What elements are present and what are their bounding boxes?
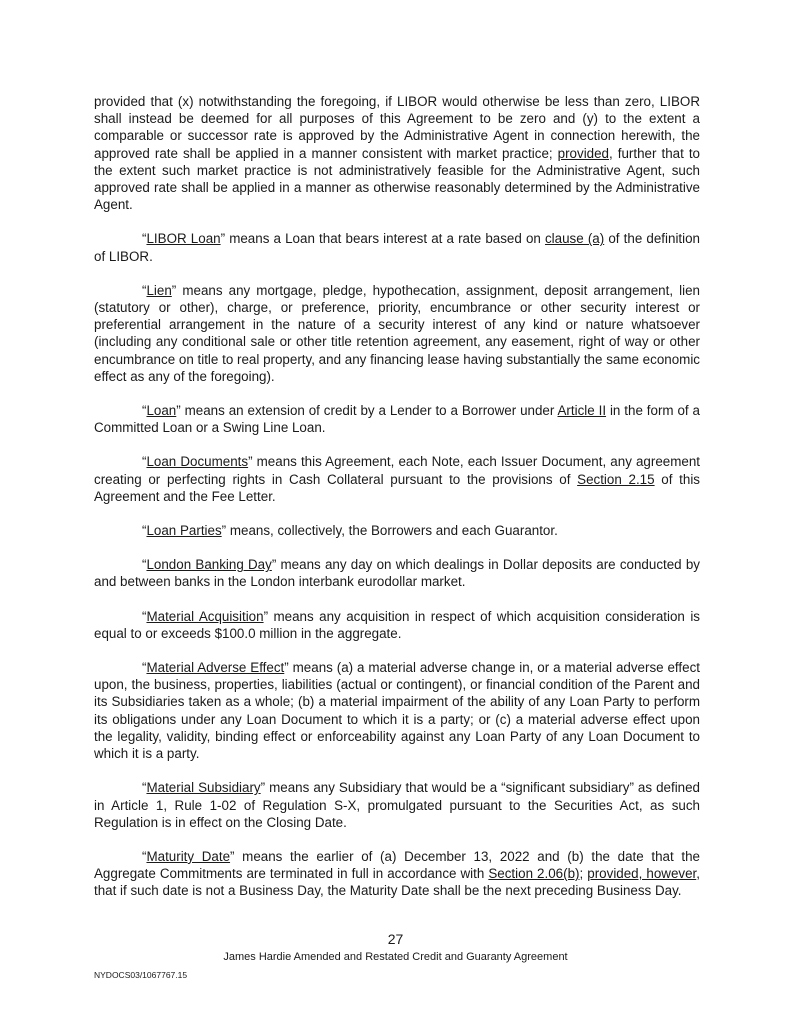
defined-term: Lien xyxy=(146,282,172,298)
text-run: “ xyxy=(142,454,147,470)
defined-term: Material Subsidiary xyxy=(146,780,261,796)
footer-title: James Hardie Amended and Restated Credit and Guaranty Agreement xyxy=(223,951,568,963)
text-run: “ xyxy=(142,231,147,247)
defined-term: clause (a) xyxy=(544,231,605,247)
text-run: of this Agreement and the Fee Letter. xyxy=(94,471,700,504)
text-run: , further that to the extent such market practice is not administratively feasible for the Administrative Agent, such approved rate shall be applied in a manner as otherwise reasonably determined by the Administrative Agent. xyxy=(94,145,700,213)
text-run: ” means a Loan that bears interest at a rate based on xyxy=(220,231,545,247)
paragraph xyxy=(94,230,700,264)
defined-term: provided, however xyxy=(587,866,697,882)
text-run: , that if such date is not a Business Day, the Maturity Date shall be the next preceding Business Day. xyxy=(94,866,700,899)
defined-term: Article II xyxy=(557,403,607,419)
paragraph xyxy=(94,608,700,642)
text-run: in the form of a Committed Loan or a Swing Line Loan. xyxy=(94,403,700,436)
text-run: “ xyxy=(142,608,147,624)
text-run: “ xyxy=(142,780,147,796)
page-number: 27 xyxy=(387,931,404,947)
paragraph xyxy=(94,402,700,436)
text-run: ” means any day on which dealings in Dollar deposits are conducted by and between banks in the London interbank eurodollar market. xyxy=(94,557,700,590)
text-run: “ xyxy=(142,282,147,298)
paragraph xyxy=(94,453,700,505)
document-body xyxy=(94,93,700,917)
text-run: ” means any acquisition in respect of which acquisition consideration is equal to or exceeds $100.0 million in the aggregate. xyxy=(94,608,700,641)
text-run: “ xyxy=(142,523,147,539)
defined-term: Section 2.06(b) xyxy=(488,866,580,882)
text-run: ” means the earlier of (a) December 13, 2022 and (b) the date that the Aggregate Commitments are terminated in full in accordance with xyxy=(94,848,700,882)
defined-term: London Banking Day xyxy=(146,557,272,573)
text-run: ” means any mortgage, pledge, hypothecation, assignment, deposit arrangement, lien (statutory or other), charge, or preference, priority, encumbrance or other security interest or preferential arrangement in the nature of a security interest of any kind or nature whatsoever (including any conditional sale or other title retention agreement, any easement, right of way or other encumbrance on title to real property, and any financing lease having substantially the same economic effect as any of the foregoing). xyxy=(94,282,700,384)
defined-term: Section 2.15 xyxy=(577,471,655,487)
document-id: NYDOCS03/1067767.15 xyxy=(94,970,188,980)
paragraph xyxy=(94,282,700,385)
defined-term: Material Adverse Effect xyxy=(146,660,285,676)
text-run: “ xyxy=(142,848,147,864)
defined-term: Loan Documents xyxy=(146,454,249,470)
text-run: ” means, collectively, the Borrowers and each Guarantor. xyxy=(221,523,558,539)
text-run: “ xyxy=(142,403,147,419)
paragraph xyxy=(94,848,700,900)
text-run: ” means an extension of credit by a Lender to a Borrower under xyxy=(176,403,558,419)
text-run: ” means any Subsidiary that would be a “significant subsidiary” as defined in Article 1, Rule 1-02 of Regulation S-X, promulgated pursuant to the Securities Act, as such Regulation is in effect on the Closing Date. xyxy=(94,780,701,830)
defined-term: Material Acquisition xyxy=(146,608,264,624)
defined-term: Loan xyxy=(146,403,177,419)
text-run: ” means this Agreement, each Note, each Issuer Document, any agreement creating or perfecting rights in Cash Collateral pursuant to the provisions of xyxy=(94,454,701,487)
text-run: provided that (x) notwithstanding the foregoing, if LIBOR would otherwise be less than zero, LIBOR shall instead be deemed for all purposes of this Agreement to be zero and (y) to the extent a comparable or successor rate is approved by the Administrative Agent in connection herewith, the approved rate shall be applied in a manner consistent with market practice; xyxy=(94,94,700,161)
paragraph xyxy=(94,522,700,539)
paragraph xyxy=(94,93,700,213)
paragraph xyxy=(94,556,700,590)
defined-term: Loan Parties xyxy=(146,523,222,539)
defined-term: Maturity Date xyxy=(146,848,231,864)
text-run: ” means (a) a material adverse change in, or a material adverse effect upon, the business, properties, liabilities (actual or contingent), or financial condition of the Parent and its Subsidiaries taken as a whole; (b) a material impairment of the ability of any Loan Party to perform its obligations under any Loan Document to which it is a party; or (c) a material adverse effect upon the legality, validity, binding effect or enforceability against any Loan Party of any Loan Document to which it is a party. xyxy=(94,660,700,762)
text-run: of the definition of LIBOR. xyxy=(94,231,701,264)
paragraph xyxy=(94,659,700,762)
text-run: “ xyxy=(142,660,147,676)
text-run: “ xyxy=(142,557,147,573)
defined-term: provided xyxy=(557,145,610,161)
defined-term: LIBOR Loan xyxy=(146,231,221,247)
paragraph xyxy=(94,779,700,831)
text-run: ; xyxy=(579,866,588,882)
